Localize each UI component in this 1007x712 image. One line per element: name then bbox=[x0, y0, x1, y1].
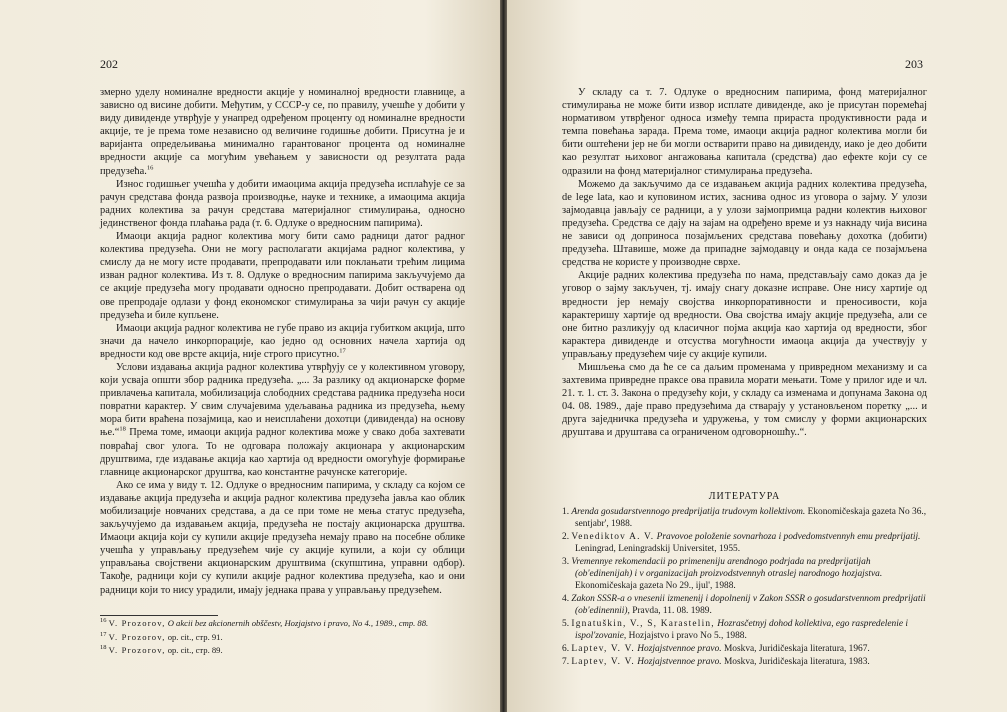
footnote-ref: 17 bbox=[339, 347, 346, 355]
paragraph: Имаоци акција радног колектива не губе право из акција губитком акција, што значи да начело инкорпорације, као једно од основних начела хартија од вредности код ове врсте акција, није строго присутно.$^{17}$ bbox=[100, 322, 465, 360]
footnote: $^{17}$ V. Prozorov, op. cit., стр. 91. bbox=[100, 630, 223, 642]
body-text bbox=[100, 86, 465, 597]
footnotes bbox=[100, 617, 465, 658]
paragraph: Услови издавања акција радног колектива утврђују се у колективном уговору, који усваја општи збор радника предузећа. „... За разлику од акционарске форме привлачења капитала, мобилизација слободних средстава радника предузећа носи повратни карактер. У свим случајевима удељавања радника из предузећа, њему мора бити враћена позајмица, као и неисплаћени дохотци (дивиденда) на основу ње.“$^{18}$ Према томе, имаоци акција радног колектива може у свако доба захтевати повраћај свог улога. То не одговара положају акционара у акционарским друштвима, где издавање акција као хартија од вредности омогућује формирање главнице акционарског друштва, као константне рачунске категорије. bbox=[100, 361, 465, 478]
book-spine bbox=[500, 0, 507, 712]
page-number: 203 bbox=[905, 57, 923, 71]
references-heading: ЛИТЕРАТУРА bbox=[708, 491, 781, 502]
paragraph: Ако се има у виду т. 12. Одлуке о вредносним папирима, у складу са којом се издавање акција предузећа и акција радног колектива предузећа јавља као облик мобилизације новчаних средстава, а да се при томе не мења статус предузећа, закључујемо да издавањем акција, предузећа не постају акционарска друштва. Имаоци акција који су купили акције предузећа немају право на посебне облике учешћа у управљању предузећем чије су акције купили, а који су облици управљања својствени акционарским друштвима (скупштина, управни одбор). Такође, радници који су купили акције радног колектива предузећа, као и они радници који то нису урадили, имају једнака права у управљању предузећем. bbox=[100, 479, 465, 596]
paragraph: змерно уделу номиналне вредности акције у номиналној вредности главнице, а зависно од висине добити. Међутим, у СССР-у се, по правилу, учешће у добити у виду дивиденде утврђује у унапред одређеном проценту од номиналне вредности акције, те је према томе независно од величине годишње добити. Присутна је и варијанта опредељивања минимално гарантованог процента од номиналне вредности акције са могућим увећањем у зависности од резултата рада предузећа.$^{16}$ bbox=[100, 87, 465, 177]
footnote-divider bbox=[100, 615, 218, 616]
body-text bbox=[562, 86, 927, 440]
left-page bbox=[0, 0, 500, 712]
reference-item: 2. Venediktov A. V. Pravovoe položenie sovnarhoza i podvedomstvennyh emu predprijatij. Leningrad, Leningradskij Universitet, 1955. bbox=[562, 532, 921, 554]
paragraph: Имаоци акција радног колектива могу бити само радници датог радног колектива предузећа. Они не могу располагати акцијама радног колектива, у смислу да не могу исте продавати, препродавати или поклањати трећим лицима изван радног колектива. Из т. 8. Одлуке о вредносним папирима закључујемо да се акције предузећа могу продавати односно препродавати. Добит остварена од ове препродаје одлази у фонд економског стимулирања за чији рачун су акције предузећа и биле купљене. bbox=[100, 231, 465, 321]
paragraph: Износ годишњег учешћа у добити имаоцима акција предузећа исплаћује се за рачун средстава фонда развоја производње, науке и технике, а имаоцима акција радних колектива за рачун средстава материјалног стимулирања, односно јединственог фонда плаћања рада (т. 6. Одлуке о вредносним папирима). bbox=[100, 178, 465, 229]
footnote-ref: 16 bbox=[146, 164, 154, 172]
reference-item: 6. Laptev, V. V. Hozjajstvennoe pravo. Moskva, Juridičeskaja literatura, 1967. bbox=[562, 644, 870, 654]
page-number: 202 bbox=[100, 57, 118, 71]
footnote-ref: 18 bbox=[119, 425, 126, 433]
paragraph: Акције радних колектива предузећа по нама, представљају само доказ да је уговор о зајму закључен, тј. имају снагу доказне исправе. Оне нису хартије од вредности јер немају својства инкорпоративности и преносивости, која карактеришу хартије од вредности. Ова својства имају акције предузећа, али се оне битно разликују од класичног појма акција као хартија од вредности, због карактера дивиденде и отсуства могућности имаоца акција да учествују у управљању предузећем чије су акције купили. bbox=[562, 270, 927, 360]
paragraph: Мишљења смо да ће се са даљим променама у привредном механизму и са захтевима привредне праксе ова правила морати мењати. Томе у прилог иде и чл. 21. т. 1. ст. 3. Закона о предузећу који, у складу са изменама и допунама Закона од 04. 08. 1989., даје право предузећима да стварају у установљеном поретку „... и друга заједничка предузећа и удружења, у том смислу у форми акционарских друштава и друштава са ограниченом одговорношћу..“. bbox=[562, 361, 927, 439]
reference-item: 4. Zakon SSSR-a o vnesenii izmenenij i dopolnenij v Zakon SSSR o gosudarstvennom predprijatii (ob'edinennii), Pravda, 11. 08. 1989. bbox=[562, 594, 926, 616]
paragraph: У складу са т. 7. Одлуке о вредносним папирима, фонд материјалног стимулирања не може бити извор исплате дивиденде, ако је присутан поремећај нормативом утврђеног односа између темпа прираста продуктивности рада и темпа повећања зарада. Према томе, имаоци акција радног колектива могли би бити оштећени јер не би могли остварити право на дивиденду, иако је део добити као резултат њиховог ангажовања капитала (средства) дао ефекте који су се одразили на фонд материјалног стимулирања предузећа. bbox=[562, 87, 927, 177]
reference-item: 1. Arenda gosudarstvennogo predprijatija trudovym kollektivom. Ekonomičeskaja gazeta No 36., sentjabr', 1988. bbox=[562, 507, 927, 529]
paragraph: Можемо да закључимо да се издавањем акција радних колектива предузећа, de lege lata, као и куповином истих, заснива однос из уговора о зајму. У улози зајмодавца јављају се радници, а у улози зајмопримца радни колектив њиховог предузећа. Средства се дају на зајам на одређено време и уз накнаду чија висина не зависи од доприноса позајмљених средстава повећању дохотка (добити) предузећа. Штавише, може да припадне зајмодавцу и онда када се позајмљена средства не користе у производне сврхе. bbox=[562, 178, 927, 269]
footnote: $^{16}$ V. Prozorov, O akcii bez akcionernih obščestv, Hozjajstvo i pravo, No 4., 1989., стр. 88. bbox=[100, 617, 429, 628]
right-page bbox=[507, 0, 1007, 712]
reference-item: 3. Vremennye rekomendacii po primeneniju arendnogo podrjada na predprijatijah (ob'edinenijah) i v organizacijah proizvodstvennyh otraslej narodnogo hozjajstva. Ekonomičeskaja gazeta No 29., ijul', 1988. bbox=[562, 557, 883, 591]
references-list bbox=[562, 506, 927, 669]
reference-item: 5. Ignatuškin, V., S, Karastelin, Hozrasčetnyj dohod kollektiva, ego raspredelenie i ispol'zovanie, Hozjajstvo i pravo No 5., 1988. bbox=[562, 619, 908, 641]
footnote: $^{18}$ V. Prozorov, op. cit., стр. 89. bbox=[100, 644, 223, 655]
reference-item: 7. Laptev, V. V. Hozjajstvennoe pravo. Moskva, Juridičeskaja literatura, 1983. bbox=[562, 657, 870, 667]
